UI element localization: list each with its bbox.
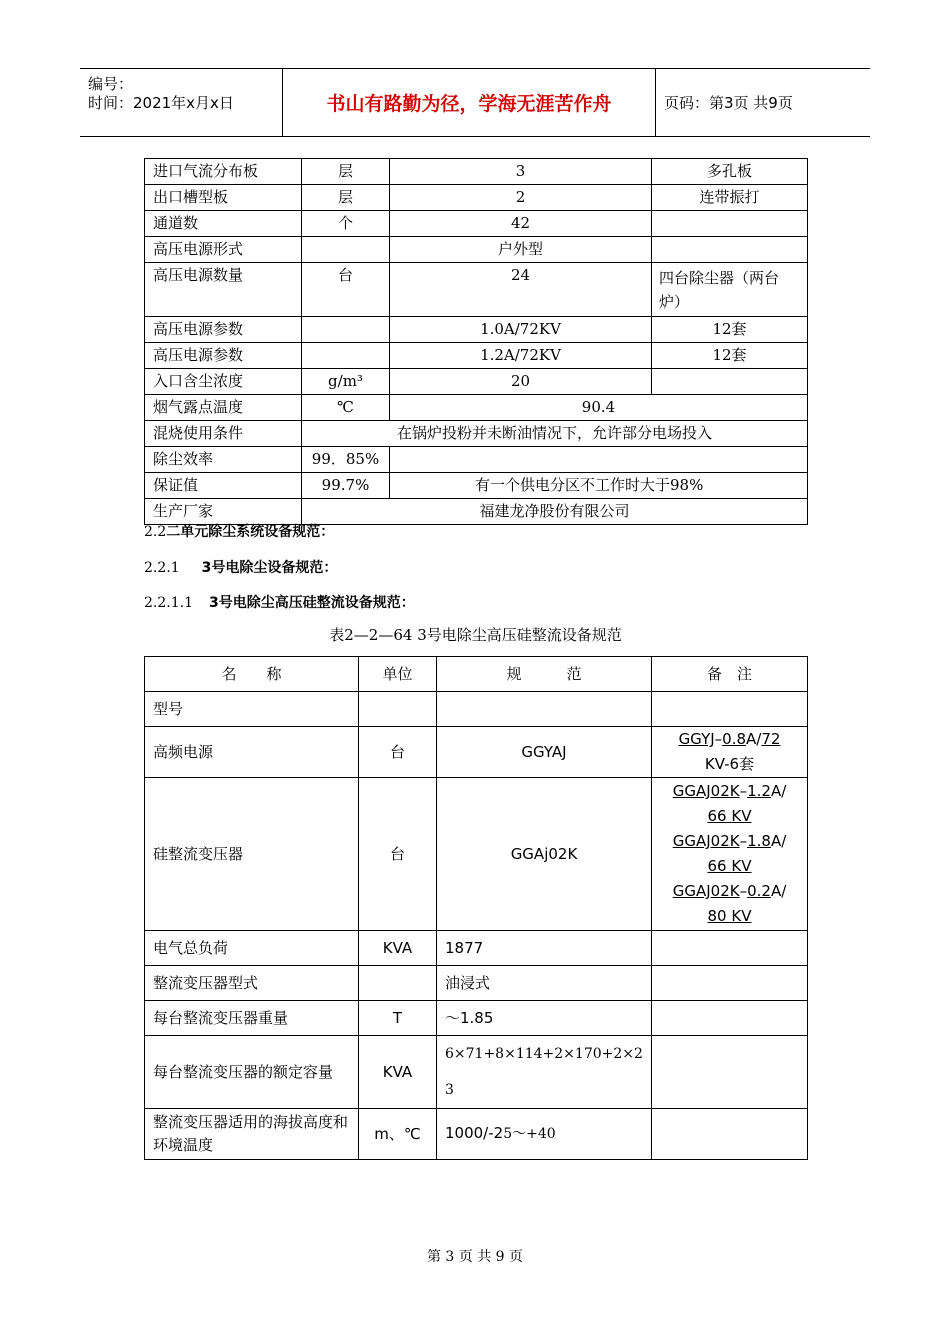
spec-temperature: 5～+40 <box>503 1126 556 1142</box>
cell-name: 高压电源参数 <box>145 317 302 343</box>
cell-value: 20 <box>390 369 652 395</box>
cell-note <box>652 1109 808 1160</box>
header-page-number: 页码：第3页 共9页 <box>664 94 793 112</box>
cell-note <box>652 727 808 778</box>
cell-value: 2 <box>390 185 652 211</box>
cell-unit: KVA <box>359 931 437 966</box>
section-heading-2-2-1-1 <box>144 592 415 612</box>
cell-unit: g/m³ <box>302 369 390 395</box>
table-row <box>145 473 808 499</box>
section-heading-2-2-1 <box>144 557 337 577</box>
cell-name: 高压电源形式 <box>145 237 302 263</box>
table-row <box>145 1109 808 1160</box>
cell-note: 有一个供电分区不工作时大于98% <box>390 473 808 499</box>
heading-text: 3号电除尘设备规范： <box>201 560 338 576</box>
cell-note: 连带振打 <box>652 185 808 211</box>
heading-number: 2.2 <box>144 524 167 540</box>
cell-name: 烟气露点温度 <box>145 395 302 421</box>
cell-value: 99．85% <box>302 447 390 473</box>
cell-unit: m、℃ <box>359 1109 437 1160</box>
cell-value: 在锅炉投粉并未断油情况下，允许部分电场投入 <box>302 421 808 447</box>
table-header-row <box>145 657 808 692</box>
cell-unit: 层 <box>302 185 390 211</box>
table-row <box>145 727 808 778</box>
rectifier-spec-table <box>144 656 808 1160</box>
note-voltage: 72 <box>761 730 781 748</box>
note-unit-a: A/ <box>770 782 787 800</box>
cell-unit: T <box>359 1001 437 1036</box>
note-dash: – <box>739 832 748 850</box>
time-label: 时间：2021年x月x日 <box>88 94 234 112</box>
table-row <box>145 263 808 317</box>
cell-note: 多孔板 <box>652 159 808 185</box>
note-voltage: 66 <box>707 807 732 825</box>
table-row <box>145 447 808 473</box>
cell-value: 3 <box>390 159 652 185</box>
cell-unit <box>302 237 390 263</box>
header-note: 备 注 <box>652 657 808 692</box>
header-info <box>80 69 283 136</box>
heading-number: 2.2.1 <box>144 560 180 576</box>
cell-unit <box>359 692 437 727</box>
header-motto: 书山有路勤为径，学海无涯苦作舟 <box>283 69 656 136</box>
note-unit-kv: KV <box>731 857 752 875</box>
spec-altitude: 1000/-2 <box>445 1124 504 1142</box>
cell-name: 通道数 <box>145 211 302 237</box>
note-dash: – <box>739 882 748 900</box>
page-header <box>80 68 870 137</box>
cell-name: 型号 <box>145 692 359 727</box>
table-caption: 表2—2—64 3号电除尘高压硅整流设备规范 <box>329 626 622 644</box>
note-current: 1.8 <box>747 832 771 850</box>
number-label: 编号： <box>88 75 134 93</box>
cell-value: 90.4 <box>390 395 808 421</box>
cell-value: 1.2A/72KV <box>390 343 652 369</box>
cell-empty <box>390 447 808 473</box>
page-footer: 第 3 页 共 9 页 <box>426 1249 524 1265</box>
note-voltage: 80 <box>707 907 732 925</box>
table-row <box>145 1036 808 1109</box>
cell-note <box>652 1001 808 1036</box>
cell-unit: 台 <box>359 727 437 778</box>
cell-spec <box>437 692 652 727</box>
note-unit-a: A/ <box>746 730 762 748</box>
table-row <box>145 159 808 185</box>
cell-name: 保证值 <box>145 473 302 499</box>
cell-spec: 6×71+8×114+2×170+2×23 <box>437 1036 652 1109</box>
table-row <box>145 1001 808 1036</box>
cell-note <box>652 966 808 1001</box>
cell-spec: GGAj02K <box>437 778 652 931</box>
note-dash: – <box>739 782 748 800</box>
cell-note <box>652 1036 808 1109</box>
note-unit-a: A/ <box>770 882 787 900</box>
cell-name: 高压电源参数 <box>145 343 302 369</box>
cell-unit <box>359 966 437 1001</box>
note-dash: – <box>714 730 723 748</box>
cell-unit: KVA <box>359 1036 437 1109</box>
table-row <box>145 185 808 211</box>
cell-note <box>652 931 808 966</box>
note-model: GGAJ02K <box>672 782 740 800</box>
table-row <box>145 931 808 966</box>
cell-name: 进口气流分布板 <box>145 159 302 185</box>
cell-name: 电气总负荷 <box>145 931 359 966</box>
cell-name: 生产厂家 <box>145 499 302 525</box>
cell-unit: ℃ <box>302 395 390 421</box>
precipitator-spec-table <box>144 158 808 525</box>
table-row <box>145 692 808 727</box>
note-current: 0.8 <box>722 730 747 748</box>
table-row <box>145 395 808 421</box>
table-row <box>145 421 808 447</box>
note-model: GGAJ02K <box>672 882 740 900</box>
cell-name: 硅整流变压器 <box>145 778 359 931</box>
table-row <box>145 778 808 931</box>
heading-text: 二单元除尘系统设备规范： <box>166 524 335 540</box>
header-name: 名 称 <box>145 657 359 692</box>
cell-name: 每台整流变压器重量 <box>145 1001 359 1036</box>
table-row <box>145 237 808 263</box>
note-unit-kv: KV <box>731 807 752 825</box>
cell-unit <box>302 343 390 369</box>
table-row <box>145 369 808 395</box>
cell-name: 混烧使用条件 <box>145 421 302 447</box>
note-unit-a: A/ <box>770 832 787 850</box>
note-unit-kv: KV <box>731 907 752 925</box>
header-spec: 规 范 <box>437 657 652 692</box>
cell-name: 高压电源数量 <box>145 263 302 317</box>
table-row <box>145 966 808 1001</box>
cell-name: 高频电源 <box>145 727 359 778</box>
cell-value: 户外型 <box>390 237 652 263</box>
cell-name: 每台整流变压器的额定容量 <box>145 1036 359 1109</box>
cell-note <box>652 237 808 263</box>
cell-name: 整流变压器型式 <box>145 966 359 1001</box>
cell-note <box>652 211 808 237</box>
note-model: GGYJ <box>678 730 715 748</box>
cell-name: 整流变压器适用的海拔高度和环境温度 <box>145 1109 359 1160</box>
table-row <box>145 343 808 369</box>
cell-spec <box>437 1109 652 1160</box>
cell-value: 1.0A/72KV <box>390 317 652 343</box>
cell-value: 99.7% <box>302 473 390 499</box>
cell-unit: 台 <box>359 778 437 931</box>
cell-value: 福建龙净股份有限公司 <box>302 499 808 525</box>
cell-name: 出口槽型板 <box>145 185 302 211</box>
section-heading-2-2 <box>144 521 334 541</box>
note-suffix: KV-6套 <box>704 755 755 773</box>
cell-note <box>652 692 808 727</box>
note-model: GGAJ02K <box>672 832 740 850</box>
cell-note: 12套 <box>652 343 808 369</box>
cell-spec: 1877 <box>437 931 652 966</box>
note-current: 0.2 <box>747 882 771 900</box>
cell-note <box>652 369 808 395</box>
cell-value: 42 <box>390 211 652 237</box>
cell-spec: ～1.85 <box>437 1001 652 1036</box>
table-row <box>145 211 808 237</box>
note-voltage: 66 <box>707 857 732 875</box>
cell-note: 四台除尘器（两台炉） <box>652 263 808 317</box>
cell-unit: 台 <box>302 263 390 317</box>
heading-text: 3号电除尘高压硅整流设备规范： <box>208 595 415 611</box>
table-row <box>145 317 808 343</box>
cell-unit: 层 <box>302 159 390 185</box>
cell-name: 除尘效率 <box>145 447 302 473</box>
cell-spec: GGYAJ <box>437 727 652 778</box>
cell-unit <box>302 317 390 343</box>
cell-spec: 油浸式 <box>437 966 652 1001</box>
cell-note <box>652 778 808 931</box>
cell-value: 24 <box>390 263 652 317</box>
note-current: 1.2 <box>747 782 771 800</box>
header-unit: 单位 <box>359 657 437 692</box>
heading-number: 2.2.1.1 <box>144 595 193 611</box>
cell-unit: 个 <box>302 211 390 237</box>
cell-note: 12套 <box>652 317 808 343</box>
cell-name: 入口含尘浓度 <box>145 369 302 395</box>
